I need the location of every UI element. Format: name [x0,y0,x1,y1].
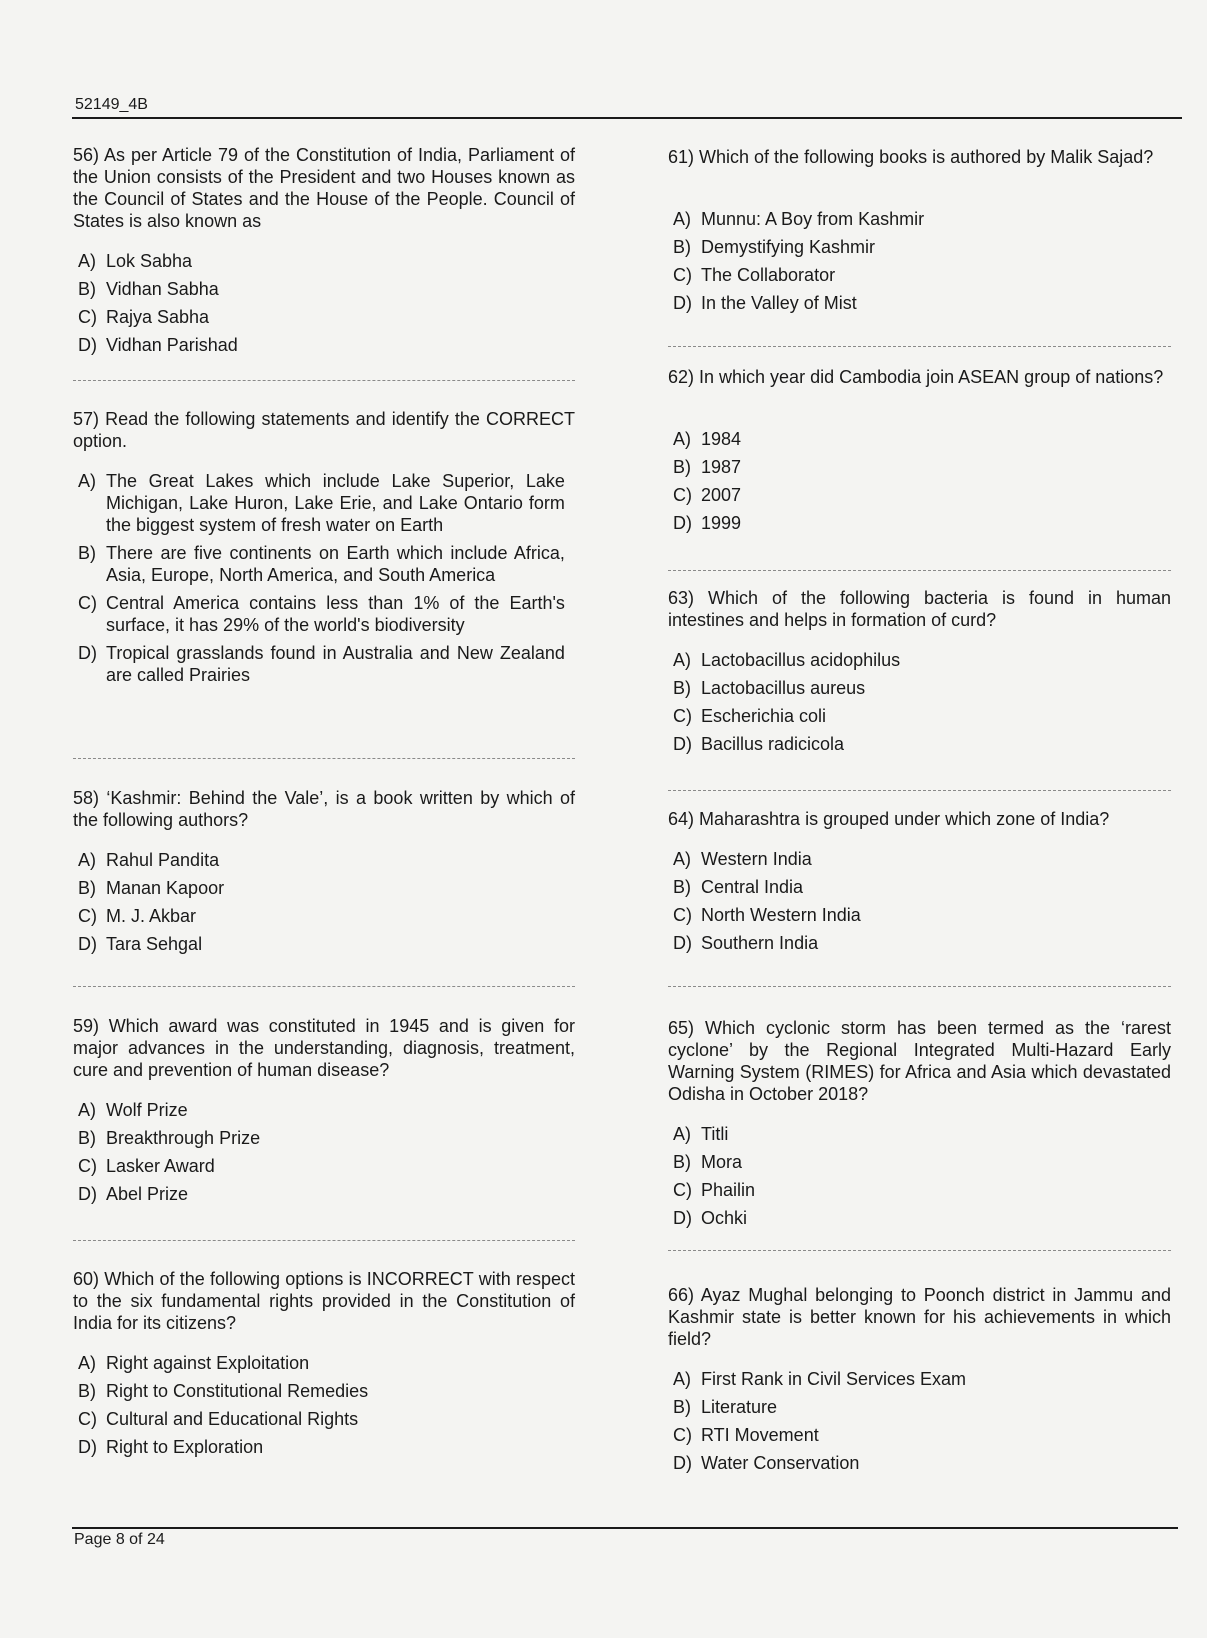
question-57 [73,408,575,685]
divider [668,1250,1171,1251]
option-c: C) Lasker Award [78,1156,215,1176]
option-c: C) The Collaborator [673,265,836,285]
option-b: B) Literature [673,1397,778,1417]
question-63 [668,587,1171,754]
option-b: B) There are five continents on Earth which include Africa, Asia, Europe, North America, and South America [78,543,565,585]
question-text: 66) Ayaz Mughal belonging to Poonch district in Jammu and Kashmir state is better known for his achievements in which field? [668,1285,1171,1349]
option-list [673,1368,1161,1480]
option-d: D) Vidhan Parishad [78,335,238,355]
option-list [673,428,1161,540]
option-b: B) 1987 [673,457,742,477]
question-60 [73,1268,575,1457]
option-list [78,1352,565,1464]
option-b: B) Demystifying Kashmir [673,237,876,257]
question-61 [668,146,1171,313]
divider [73,986,575,987]
divider [73,380,575,381]
option-list [673,649,1161,761]
option-d: D) Right to Exploration [78,1437,264,1457]
question-text: 65) Which cyclonic storm has been termed as the ‘rarest cyclone’ by the Regional Integrated Multi-Hazard Early Warning System (RIMES) for Africa and Asia which devastated Odisha in October 2018? [668,1018,1171,1104]
option-a: A) Munnu: A Boy from Kashmir [673,209,925,229]
option-d: D) In the Valley of Mist [673,293,857,313]
divider [668,986,1171,987]
question-text: 64) Maharashtra is grouped under which zone of India? [668,809,1110,829]
option-b: B) Right to Constitutional Remedies [78,1381,369,1401]
option-c: C) Central America contains less than 1% of the Earth's surface, it has 29% of the world's biodiversity [78,593,565,635]
question-text: 63) Which of the following bacteria is found in human intestines and helps in formation of curd? [668,588,1171,630]
option-d: D) Bacillus radicicola [673,734,845,754]
divider [73,1240,575,1241]
question-text: 62) In which year did Cambodia join ASEAN group of nations? [668,367,1164,387]
divider [73,758,575,759]
question-text: 57) Read the following statements and identify the CORRECT option. [73,409,575,451]
option-d: D) 1999 [673,513,742,533]
question-text: 60) Which of the following options is INCORRECT with respect to the six fundamental rights provided in the Constitution of India for its citizens? [73,1269,575,1333]
option-a: A) First Rank in Civil Services Exam [673,1369,967,1389]
divider [668,790,1171,791]
header-rule [72,117,1182,119]
divider [668,346,1171,347]
question-59 [73,1015,575,1204]
question-text: 58) ‘Kashmir: Behind the Vale’, is a book written by which of the following authors? [73,788,575,830]
question-58 [73,787,575,954]
question-65 [668,1017,1171,1228]
option-b: B) Mora [673,1152,743,1172]
option-c: C) M. J. Akbar [78,906,197,926]
footer-rule [72,1527,1178,1529]
option-list [78,250,565,362]
option-a: A) Lactobacillus acidophilus [673,650,901,670]
question-text: 59) Which award was constituted in 1945 and is given for major advances in the understanding, diagnosis, treatment, cure and prevention of human disease? [73,1016,575,1080]
option-b: B) Vidhan Sabha [78,279,219,299]
option-d: D) Ochki [673,1208,748,1228]
option-d: D) Tara Sehgal [78,934,203,954]
option-a: A) Wolf Prize [78,1100,188,1120]
question-text: 61) Which of the following books is authored by Malik Sajad? [668,147,1154,167]
page-number: Page 8 of 24 [74,1531,165,1548]
option-d: D) Tropical grasslands found in Australia and New Zealand are called Prairies [78,643,565,685]
option-d: D) Southern India [673,933,819,953]
option-a: A) Rahul Pandita [78,850,220,870]
option-a: A) Right against Exploitation [78,1353,310,1373]
option-c: C) North Western India [673,905,861,925]
option-list [78,849,565,961]
option-b: B) Manan Kapoor [78,878,225,898]
question-64 [668,808,1171,953]
option-c: C) Phailin [673,1180,756,1200]
option-list [673,848,1161,960]
option-c: C) RTI Movement [673,1425,819,1445]
option-c: C) Cultural and Educational Rights [78,1409,359,1429]
option-b: B) Lactobacillus aureus [673,678,866,698]
option-list [78,470,565,692]
question-66 [668,1284,1171,1473]
option-c: C) Rajya Sabha [78,307,210,327]
page-header-code: 52149_4B [75,96,148,113]
question-62 [668,366,1171,533]
option-list [673,1123,1161,1235]
option-a: A) Lok Sabha [78,251,193,271]
option-a: A) The Great Lakes which include Lake Superior, Lake Michigan, Lake Huron, Lake Erie, and Lake Ontario form the biggest system of fresh water on Earth [78,471,565,535]
option-list [673,208,1161,320]
option-a: A) Western India [673,849,812,869]
option-b: B) Breakthrough Prize [78,1128,261,1148]
option-c: C) 2007 [673,485,742,505]
question-56 [73,144,575,355]
option-c: C) Escherichia coli [673,706,827,726]
option-d: D) Abel Prize [78,1184,189,1204]
question-text: 56) As per Article 79 of the Constitution of India, Parliament of the Union consists of the President and two Houses known as the Council of States and the House of the People. Council of States is also known as [73,145,575,231]
option-b: B) Central India [673,877,804,897]
option-a: A) Titli [673,1124,729,1144]
option-list [78,1099,565,1211]
option-a: A) 1984 [673,429,742,449]
option-d: D) Water Conservation [673,1453,860,1473]
divider [668,570,1171,571]
